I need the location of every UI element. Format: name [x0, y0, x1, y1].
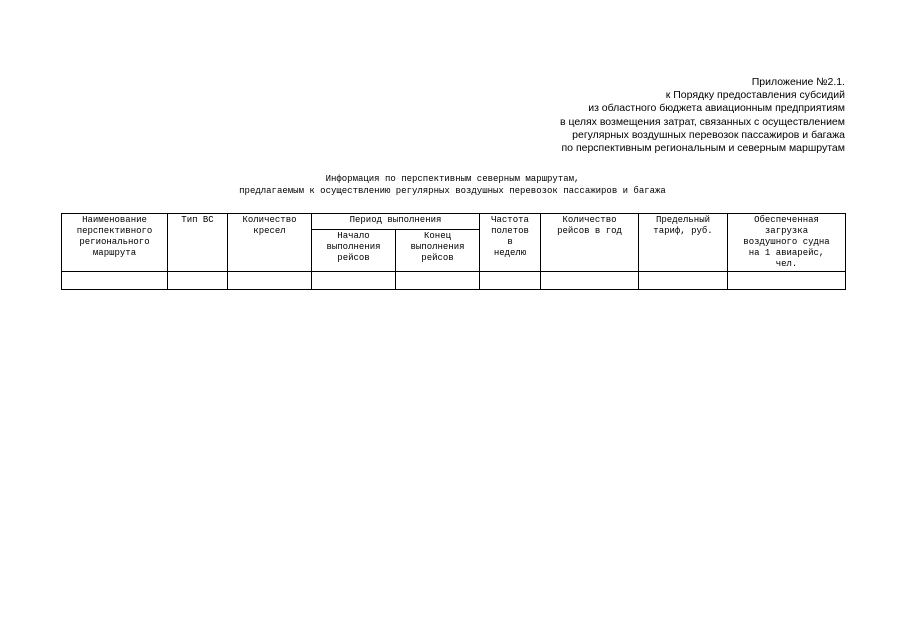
header-period-end: Конец выполнения рейсов: [396, 230, 480, 272]
table-cell: [312, 272, 396, 290]
table-cell: [396, 272, 480, 290]
header-period: Период выполнения: [312, 214, 480, 230]
header-period-start: Начало выполнения рейсов: [312, 230, 396, 272]
routes-table: [61, 213, 846, 290]
appendix-line: к Порядку предоставления субсидий: [665, 89, 845, 102]
table-cell: [541, 272, 639, 290]
table-row: [62, 272, 846, 290]
header-tariff: Предельный тариф, руб.: [639, 214, 728, 272]
header-frequency: Частота полетов в неделю: [480, 214, 541, 272]
title-line: предлагаемым к осуществлению регулярных воздушных перевозок пассажиров и багажа: [239, 186, 666, 196]
header-flights-per-year: Количество рейсов в год: [541, 214, 639, 272]
header-aircraft-type: Тип ВС: [168, 214, 228, 272]
appendix-header: [560, 76, 845, 155]
appendix-line: по перспективным региональным и северным маршрутам: [561, 142, 845, 155]
table-cell: [168, 272, 228, 290]
appendix-line: регулярных воздушных перевозок пассажиров и багажа: [572, 128, 845, 141]
table-cell: [62, 272, 168, 290]
table-cell: [480, 272, 541, 290]
table-cell: [228, 272, 312, 290]
table-cell: [639, 272, 728, 290]
appendix-line: Приложение №2.1.: [751, 76, 845, 88]
table-cell: [728, 272, 846, 290]
appendix-line: из областного бюджета авиационным предприятиям: [588, 102, 845, 115]
title-line: Информация по перспективным северным маршрутам,: [325, 174, 580, 184]
header-load: Обеспеченная загрузка воздушного судна на 1 авиарейс, чел.: [728, 214, 846, 272]
header-route-name: Наименование перспективного регионального маршрута: [62, 214, 168, 272]
header-seats: Количество кресел: [228, 214, 312, 272]
document-title: [0, 173, 905, 197]
appendix-line: в целях возмещения затрат, связанных с осуществлением: [559, 115, 845, 128]
